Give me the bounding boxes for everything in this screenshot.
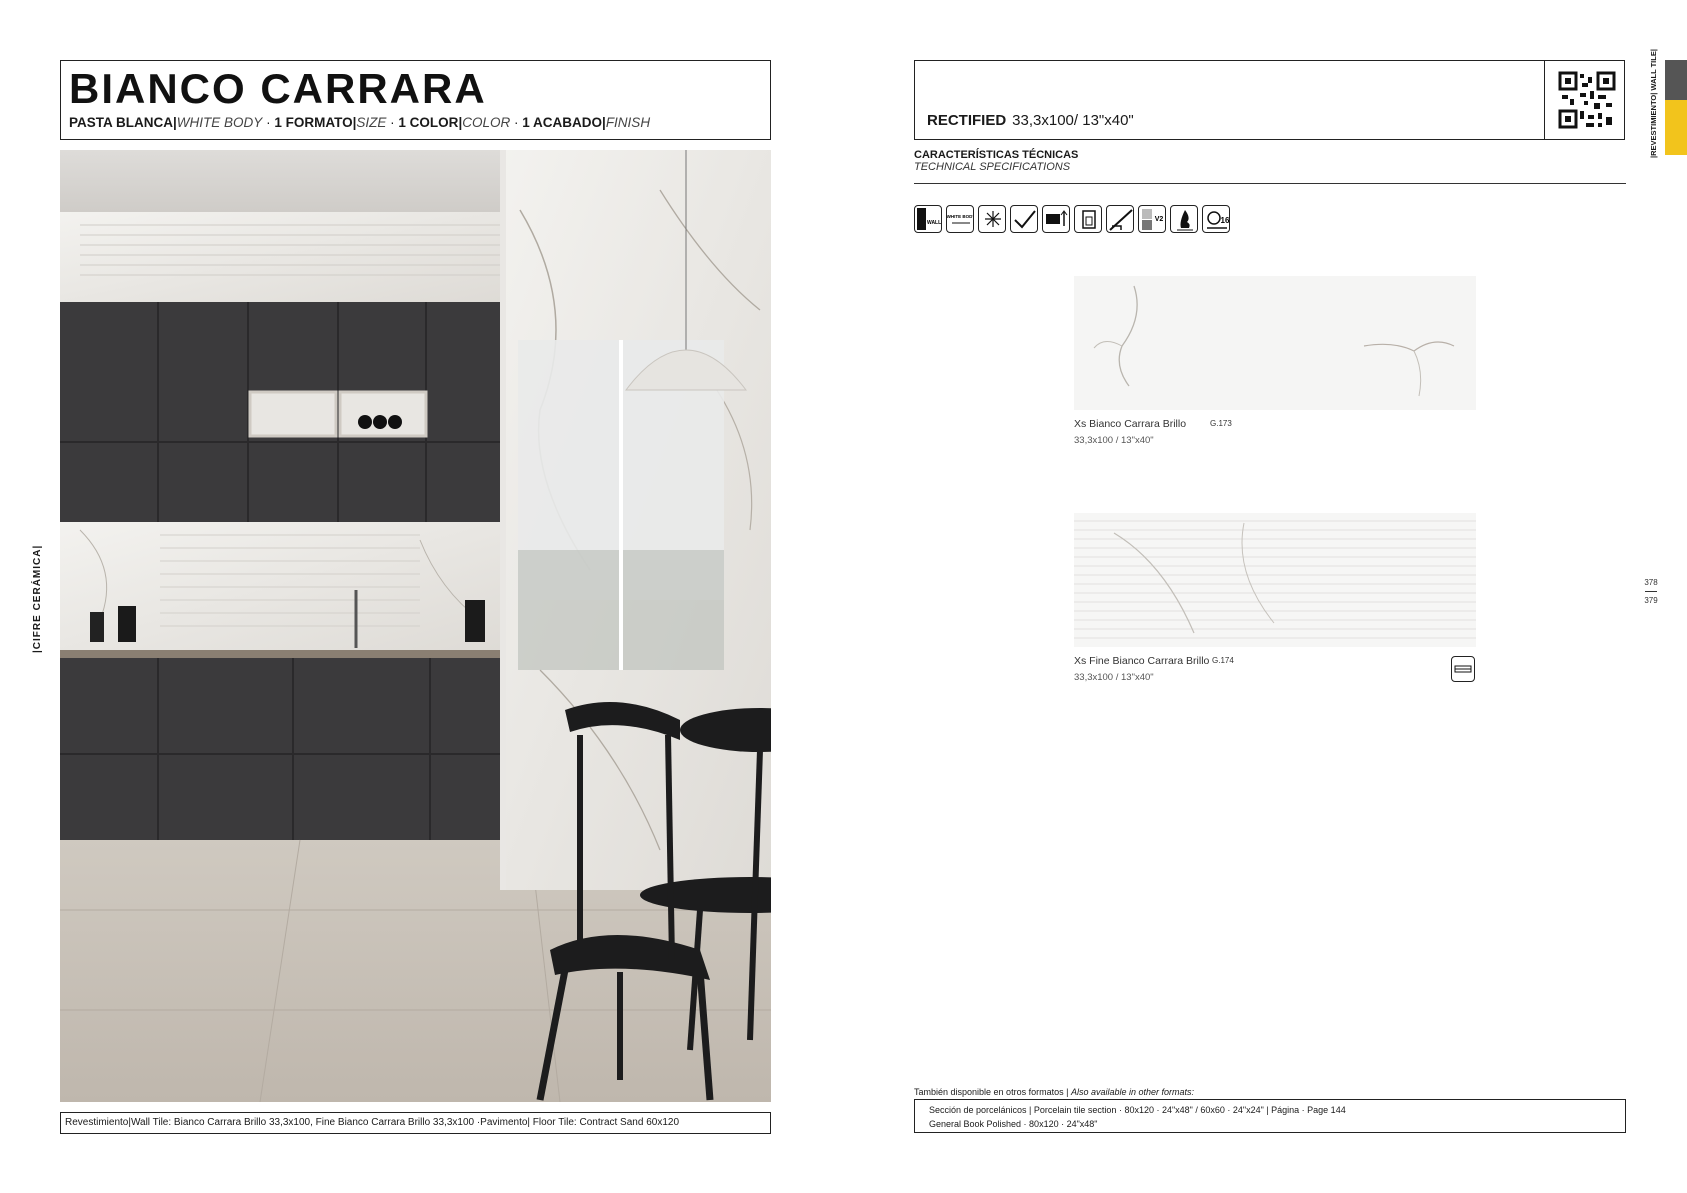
svg-text:V2: V2 xyxy=(1154,216,1164,223)
svg-text:16: 16 xyxy=(1220,216,1230,225)
section-tab-yellow xyxy=(1665,100,1687,155)
rectified-label: RECTIFIED 33,3x100/ 13"x40" xyxy=(927,112,1134,129)
tile-swatch-bianco-carrara xyxy=(1074,276,1476,410)
tile-code: G.173 xyxy=(1210,419,1232,428)
slip-icon xyxy=(1106,205,1134,233)
divider xyxy=(914,183,1626,184)
kitchen-photo xyxy=(60,150,771,1102)
qr-separator xyxy=(1544,61,1545,139)
page-numbers: 378 379 xyxy=(1644,578,1658,605)
pieces-16-icon xyxy=(1202,205,1230,233)
tile-name: Xs Bianco Carrara Brillo xyxy=(1074,418,1187,430)
rectified-icon xyxy=(1010,205,1038,233)
fire-icon xyxy=(1170,205,1198,233)
collection-subtitle: PASTA BLANCA|WHITE BODY · 1 FORMATO|SIZE · 1 COLOR|COLOR · 1 ACABADO|FINISH xyxy=(69,115,651,130)
packing-icon xyxy=(1074,205,1102,233)
spec-icons-row xyxy=(914,205,1230,233)
white-body-icon xyxy=(946,205,974,233)
section-tab-label: |REVESTIMIENTO| WALL TILE| xyxy=(1649,49,1658,158)
tile-name: Xs Fine Bianco Carrara Brillo xyxy=(1074,655,1210,667)
frost-icon xyxy=(978,205,1006,233)
technical-specs-heading: CARACTERÍSTICAS TÉCNICAS TECHNICAL SPECIFICATIONS xyxy=(914,149,1079,173)
availability-line-1: Sección de porcelánicos | Porcelain tile section · 80x120 · 24"x48" / 60x60 · 24"x24" | Página · Page 144 xyxy=(929,1105,1346,1115)
collection-title: BIANCO CARRARA xyxy=(69,65,487,112)
also-available-heading: También disponible en otros formatos | Also available in other formats: xyxy=(914,1087,1194,1097)
availability-box xyxy=(914,1099,1626,1133)
photo-caption: Revestimiento|Wall Tile: Bianco Carrara Brillo 33,3x100, Fine Bianco Carrara Brillo 33,3x100 ·Pavimento| Floor Tile: Contract Sand 60x120 xyxy=(60,1112,771,1134)
tile-size: 33,3x100 / 13"x40" xyxy=(1074,435,1154,446)
title-box xyxy=(60,60,771,140)
tile-swatch-fine-bianco-carrara xyxy=(1074,513,1476,647)
tile-size: 33,3x100 / 13"x40" xyxy=(1074,672,1154,683)
availability-line-2: General Book Polished · 80x120 · 24"x48" xyxy=(929,1119,1098,1129)
wall-tile-icon xyxy=(914,205,942,233)
rectified-box xyxy=(914,60,1625,140)
brand-side-label: |CIFRE CERÁMICA| xyxy=(32,544,43,653)
svg-text:WHITE BODY: WHITE BODY xyxy=(947,214,975,219)
svg-text:WALL: WALL xyxy=(927,220,942,226)
shade-variation-v2-icon xyxy=(1138,205,1166,233)
section-tab-dark xyxy=(1665,60,1687,100)
thickness-icon xyxy=(1042,205,1070,233)
qr-code-icon[interactable] xyxy=(1558,71,1616,129)
tile-code: G.174 xyxy=(1212,656,1234,665)
decor-piece-icon xyxy=(1451,656,1475,682)
